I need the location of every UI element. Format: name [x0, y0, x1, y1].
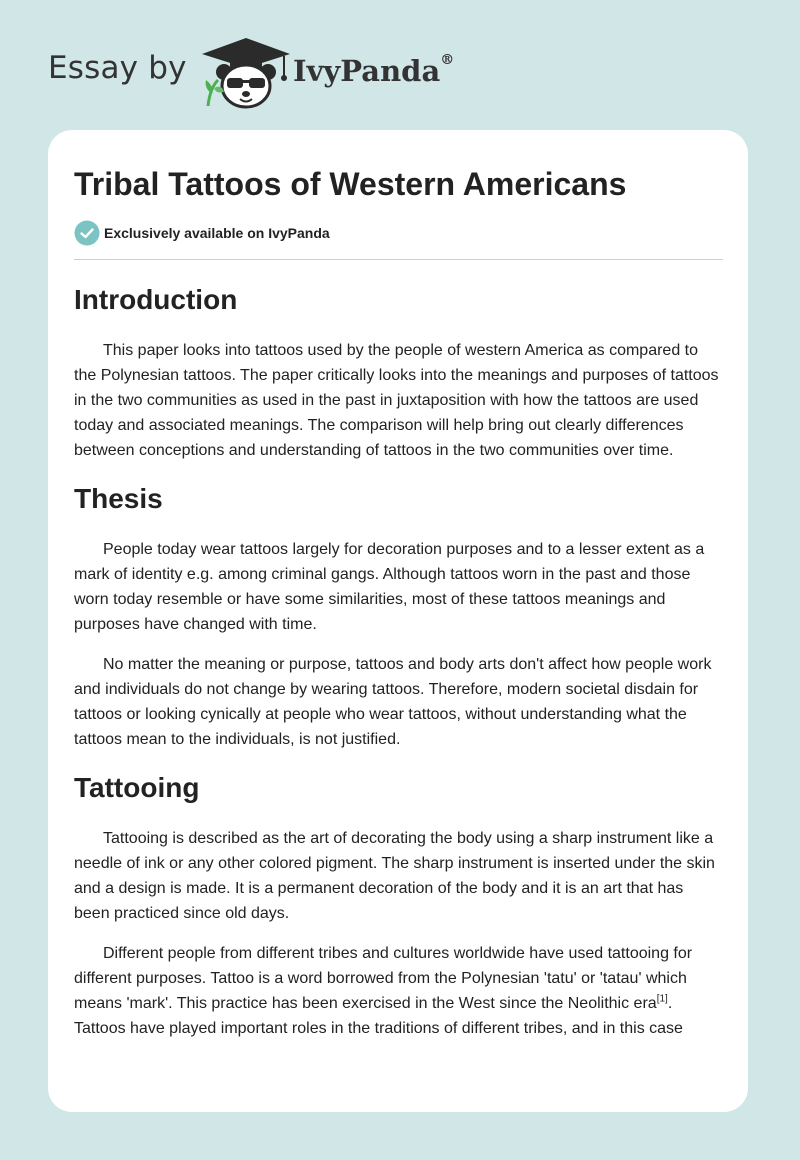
- essay-by-label: Essay by: [48, 50, 187, 86]
- section-heading-introduction: Introduction: [74, 284, 238, 315]
- page-title: Tribal Tattoos of Western Americans: [74, 166, 627, 202]
- paragraph: Different people from different tribes and cultures worldwide have used tattooing for different purposes. Tattoo is a word borrowed from the Polynesian 'tatu' or 'tatau' which means 'mark'. This practice has been exercised in the West since the Neolithic era[1]. Tattoos have played important roles in the traditions of different tribes, and in this case: [74, 945, 693, 1037]
- section-heading-tattooing: Tattooing: [74, 772, 200, 803]
- paragraph: People today wear tattoos largely for decoration purposes and to a lesser extent as a mark of identity e.g. among criminal gangs. Although tattoos worn in the past and those worn today resemble or have some similarities, most of these tattoos meanings and purposes have changed with time.: [74, 541, 705, 633]
- exclusive-badge-label: Exclusively available on IvyPanda: [104, 225, 330, 241]
- brand-name[interactable]: IvyPanda®: [293, 52, 455, 88]
- panda-graduate-logo-icon[interactable]: [200, 36, 292, 110]
- paragraph: Tattooing is described as the art of decorating the body using a sharp instrument like a needle of ink or any other colored pigment. The sharp instrument is inserted under the skin and a design is made. It is a permanent decoration of the body and it is an art that has been practiced since old days.: [74, 830, 715, 922]
- divider: [74, 259, 723, 260]
- essay-card: [48, 130, 748, 1112]
- paragraph: No matter the meaning or purpose, tattoos and body arts don't affect how people work and individuals do not change by wearing tattoos. Therefore, modern societal disdain for tattoos or looking cynically at people who wear tattoos, without understanding what the tattoos mean to the individuals, is not justified.: [74, 656, 712, 748]
- exclusive-badge: [74, 220, 723, 246]
- check-circle-icon: [74, 220, 100, 246]
- paragraph: This paper looks into tattoos used by the people of western America as compared to the Polynesian tattoos. The paper critically looks into the meanings and purposes of tattoos in the two communities as used in the past in juxtaposition with how the tattoos are used today and associated meanings. The comparison will help bring out clearly differences between conceptions and understanding of tattoos in the two communities over time.: [74, 342, 719, 459]
- section-heading-thesis: Thesis: [74, 483, 163, 514]
- citation-link[interactable]: [1]: [656, 993, 668, 1005]
- site-header: [0, 0, 800, 130]
